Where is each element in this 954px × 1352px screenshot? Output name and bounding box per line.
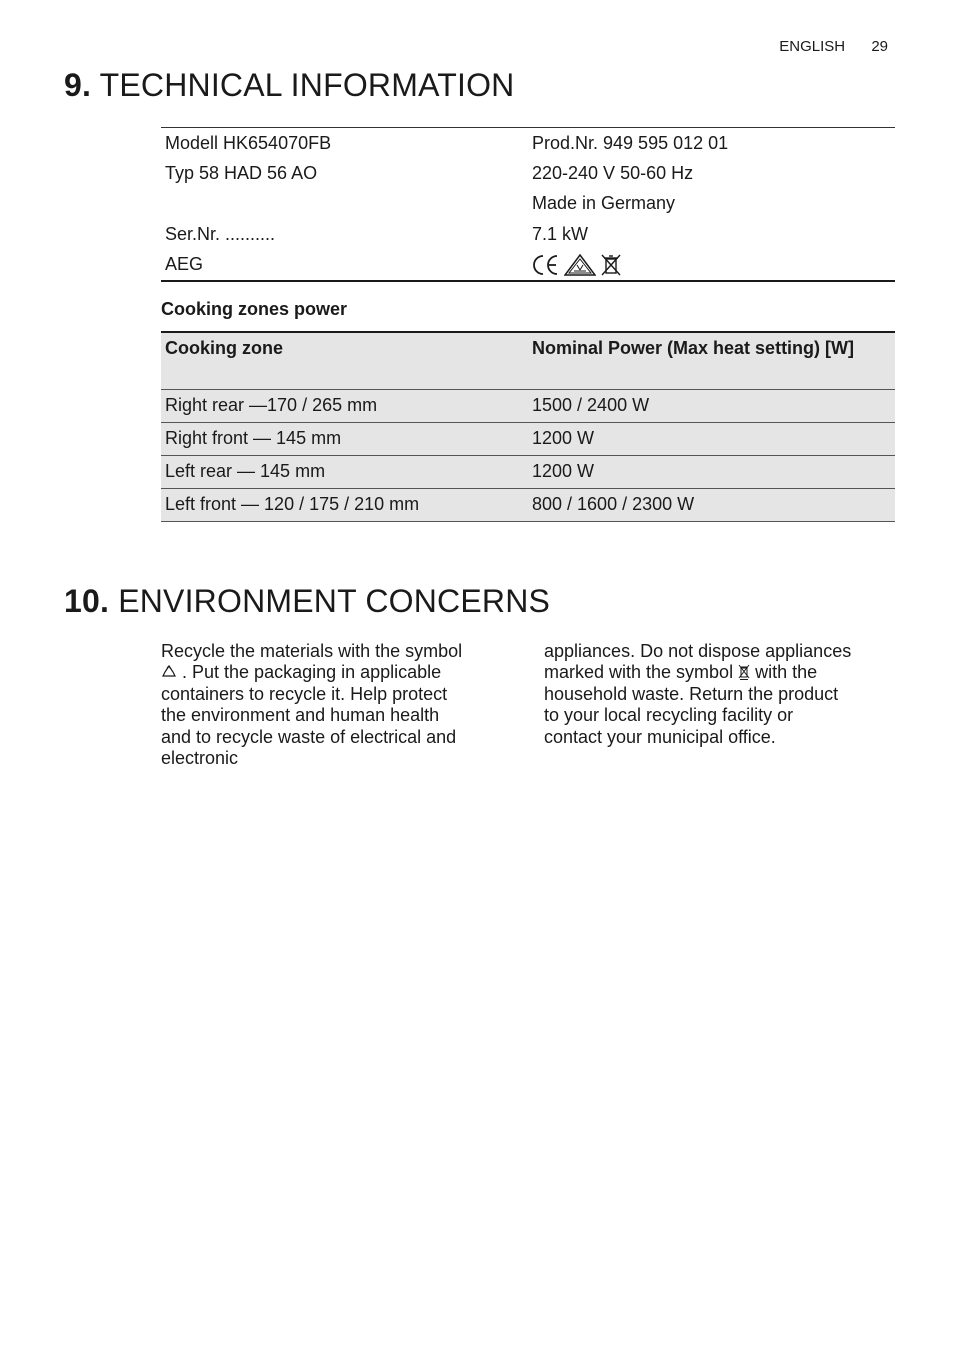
language-label: ENGLISH	[779, 38, 846, 55]
section-number: 9.	[64, 67, 92, 103]
vde-mark-icon	[564, 254, 596, 276]
table-row	[161, 423, 895, 456]
table-row	[161, 456, 895, 489]
table-cell: 7.1 kW	[532, 223, 589, 244]
table-row	[161, 219, 895, 249]
table-row	[161, 189, 895, 219]
table-row	[161, 390, 895, 423]
table-row	[161, 250, 895, 280]
table-cell: AEG	[165, 254, 204, 275]
certification-marks	[532, 252, 895, 278]
table-cell: 800 / 1600 / 2300 W	[532, 494, 695, 514]
section-title: ENVIRONMENT CONCERNS	[118, 583, 551, 619]
weee-bin-icon	[600, 253, 622, 277]
column-header: Nominal Power (Max heat setting) [W]	[532, 338, 855, 358]
paragraph-text: . Put the packaging in applicable containers to recycle it. Help protect the environment and human health and to recycle waste of electrical and electronic	[161, 662, 457, 769]
table-cell: 1200 W	[532, 428, 595, 448]
section-number: 10.	[64, 583, 110, 619]
table-cell	[528, 252, 895, 278]
table-cell: Made in Germany	[532, 193, 676, 214]
recycle-icon	[161, 664, 177, 680]
table-cell: Modell HK654070FB	[165, 132, 332, 153]
table-cell: Left rear — 145 mm	[165, 461, 326, 481]
table-cell: Right rear —170 / 265 mm	[165, 395, 378, 415]
column-header: Cooking zone	[165, 338, 283, 358]
section-10-heading	[64, 583, 550, 620]
table-header-row	[161, 333, 895, 390]
cooking-zones-power-table	[161, 331, 895, 522]
cooking-zones-subheading: Cooking zones power	[161, 299, 348, 319]
environment-text-left	[161, 641, 471, 769]
table-row	[161, 158, 895, 188]
table-cell: 220-240 V 50-60 Hz	[532, 163, 694, 184]
page-header	[779, 38, 888, 55]
table-cell: Ser.Nr. ..........	[165, 223, 276, 244]
page-number: 29	[871, 38, 888, 55]
table-cell: 1500 / 2400 W	[532, 395, 650, 415]
table-cell: Right front — 145 mm	[165, 428, 342, 448]
paragraph-text: Recycle the materials with the symbol	[161, 641, 463, 661]
weee-bin-icon	[738, 664, 750, 680]
rating-plate-table	[161, 127, 895, 282]
ce-mark-icon	[532, 254, 560, 276]
table-row	[161, 128, 895, 158]
table-cell: Typ 58 HAD 56 AO	[165, 163, 318, 184]
section-title: TECHNICAL INFORMATION	[99, 67, 515, 103]
section-9-heading	[64, 67, 514, 104]
environment-text-right	[544, 641, 854, 748]
table-cell: 1200 W	[532, 461, 595, 481]
table-cell: Left front — 120 / 175 / 210 mm	[165, 494, 420, 514]
table-row	[161, 489, 895, 522]
table-cell: Prod.Nr. 949 595 012 01	[532, 132, 729, 153]
paragraph-text: with the household waste. Return the product to your local recycling facility or contact your municipal office.	[544, 662, 839, 747]
paragraph-text: appliances. Do not dispose appliances marked with the symbol	[544, 641, 852, 683]
